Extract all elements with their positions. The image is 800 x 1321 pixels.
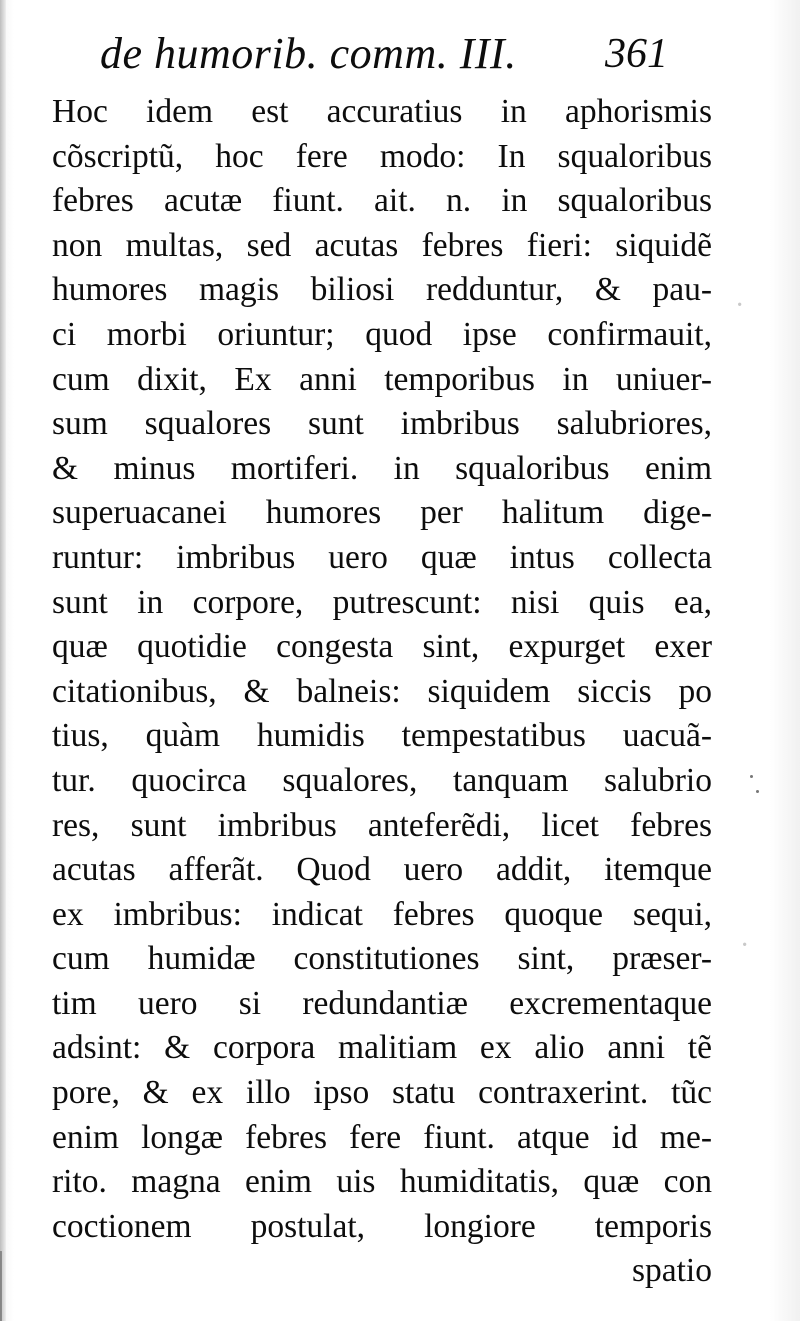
- text-line: sum squalores sunt imbribus salubriores,: [52, 405, 712, 443]
- text-line: pore, & ex illo ipso statu contraxerint. tũc: [52, 1074, 712, 1112]
- ink-speck: [750, 775, 753, 778]
- text-line: tius, quàm humidis tempestatibus uacuã-: [52, 717, 712, 755]
- page-number: 361: [605, 31, 668, 77]
- text-line: coctionem postulat, longiore temporis: [52, 1207, 712, 1245]
- body-text: [52, 90, 712, 1294]
- text-line: Hoc idem est accuratius in aphorismis: [52, 93, 712, 130]
- text-line: acutas afferãt. Quod uero addit, itemque: [52, 851, 712, 889]
- text-line: cum dixit, Ex anni temporibus in uniuer-: [52, 360, 712, 398]
- text-line: citationibus, & balneis: siquidem siccis po: [52, 672, 712, 710]
- text-line: humores magis biliosi redduntur, & pau-: [52, 271, 712, 309]
- text-line: sunt in corpore, putrescunt: nisi quis ea,: [52, 583, 712, 621]
- text-line: adsint: & corpora malitiam ex alio anni tẽ: [52, 1029, 712, 1067]
- text-line: tur. quocirca squalores, tanquam salubrio: [52, 761, 712, 799]
- text-line: superuacanei humores per halitum dige-: [52, 494, 712, 532]
- text-line: cum humidæ constitutiones sint, præser-: [52, 940, 712, 978]
- text-line: ex imbribus: indicat febres quoque sequi,: [52, 895, 712, 933]
- text-line: non multas, sed acutas febres fieri: siquidẽ: [52, 226, 712, 264]
- text-line: rito. magna enim uis humiditatis, quæ con: [52, 1163, 712, 1201]
- text-line: res, sunt imbribus anteferẽdi, licet febres: [52, 806, 712, 844]
- ink-speck: [756, 790, 759, 793]
- text-line: runtur: imbribus uero quæ intus collecta: [52, 538, 712, 576]
- text-line: cõscriptũ, hoc fere modo: In squaloribus: [52, 137, 712, 175]
- text-line: ci morbi oriuntur; quod ipse confirmauit,: [52, 315, 712, 353]
- text-line: febres acutæ fiunt. ait. n. in squaloribus: [52, 182, 712, 220]
- catchword: spatio: [631, 1252, 712, 1290]
- text-line: & minus mortiferi. in squaloribus enim: [52, 449, 712, 487]
- text-line: tim uero si redundantiæ excrementaque: [52, 984, 712, 1022]
- running-head: de humorib. comm. III.: [100, 29, 517, 78]
- page-corner-curl: [0, 1251, 28, 1321]
- page-header: [100, 28, 700, 88]
- page-gutter-shadow: [0, 0, 6, 1321]
- show-through-mark: ·: [735, 290, 745, 321]
- text-line: enim longæ febres fere fiunt. atque id me-: [52, 1118, 712, 1156]
- text-line: quæ quotidie congesta sint, expurget exer: [52, 628, 712, 666]
- show-through-mark: ·: [740, 930, 750, 961]
